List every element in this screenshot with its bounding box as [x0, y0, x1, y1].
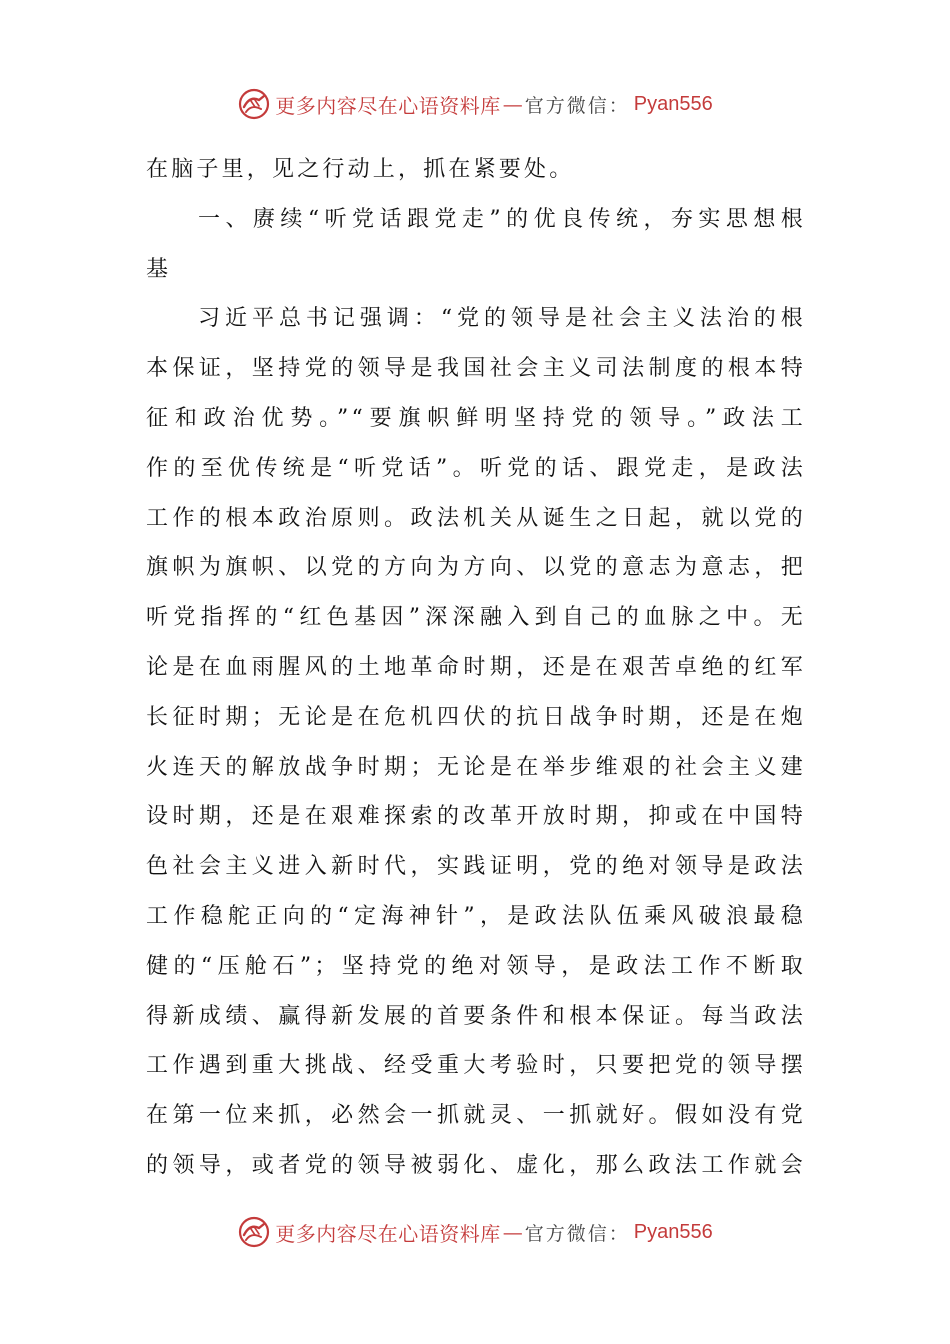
text-line: 习近平总书记强调：“党的领导是社会主义法治的根: [198, 306, 806, 332]
text-line: 作的至优传统是“听党话”。听党的话、跟党走，是政法: [146, 455, 806, 481]
header-wechat-label: 官方微信：: [524, 94, 630, 117]
text-line: 论是在血雨腥风的土地革命时期，还是在艰苦卓绝的红军: [146, 654, 806, 680]
text-line: 色社会主义进入新时代，实践证明，党的绝对领导是政法: [146, 854, 806, 880]
handshake-seal-logo-icon: [237, 1215, 271, 1249]
text-line: 火连天的解放战争时期；无论是在举步维艰的社会主义建: [146, 754, 806, 780]
section-heading-line: 一、赓续“听党话跟党走”的优良传统，夯实思想根: [198, 206, 806, 232]
handshake-seal-logo-icon: [237, 87, 271, 121]
text-line: 健的“压舱石”；坚持党的绝对领导，是政法工作不断取: [146, 953, 806, 979]
text-line: 本保证，坚持党的领导是我国社会主义司法制度的根本特: [146, 356, 806, 382]
text-line: 工作的根本政治原则。政法机关从诞生之日起，就以党的: [146, 505, 806, 531]
text-line: 旗帜为旗帜、以党的方向为方向、以党的意志为意志，把: [146, 555, 806, 581]
text-line: 在第一位来抓，必然会一抓就灵、一抓就好。假如没有党: [146, 1103, 806, 1129]
footer-wechat-id: Pyan556: [633, 1220, 713, 1243]
footer-brand-text: 更多内容尽在心语资料库: [275, 1221, 501, 1246]
footer-banner: [0, 1212, 950, 1252]
text-line: 工作稳舵正向的“定海神针”，是政法队伍乘风破浪最稳: [146, 903, 806, 929]
header-wechat-id: Pyan556: [633, 92, 713, 115]
text-line: 工作遇到重大挑战、经受重大考验时，只要把党的领导摆: [146, 1053, 806, 1079]
text-line: 长征时期；无论是在危机四伏的抗日战争时期，还是在炮: [146, 704, 806, 730]
header-dash: —: [502, 92, 523, 116]
text-line: 的领导，或者党的领导被弱化、虚化，那么政法工作就会: [146, 1152, 806, 1178]
footer-dash: —: [502, 1220, 523, 1244]
text-line: 听党指挥的“红色基因”深深融入到自己的血脉之中。无: [146, 605, 806, 631]
section-heading-line: 基: [146, 256, 172, 282]
text-line: 设时期，还是在艰难探索的改革开放时期，抑或在中国特: [146, 804, 806, 830]
text-line: 征和政治优势。”“要旗帜鲜明坚持党的领导。”政法工: [146, 405, 806, 431]
header-banner: [0, 84, 950, 124]
text-line: 得新成绩、赢得新发展的首要条件和根本保证。每当政法: [146, 1003, 806, 1029]
header-brand-text: 更多内容尽在心语资料库: [275, 93, 501, 118]
text-line: 在脑子里，见之行动上，抓在紧要处。: [146, 157, 575, 182]
document-body: [146, 145, 806, 1191]
footer-wechat-label: 官方微信：: [524, 1222, 630, 1245]
